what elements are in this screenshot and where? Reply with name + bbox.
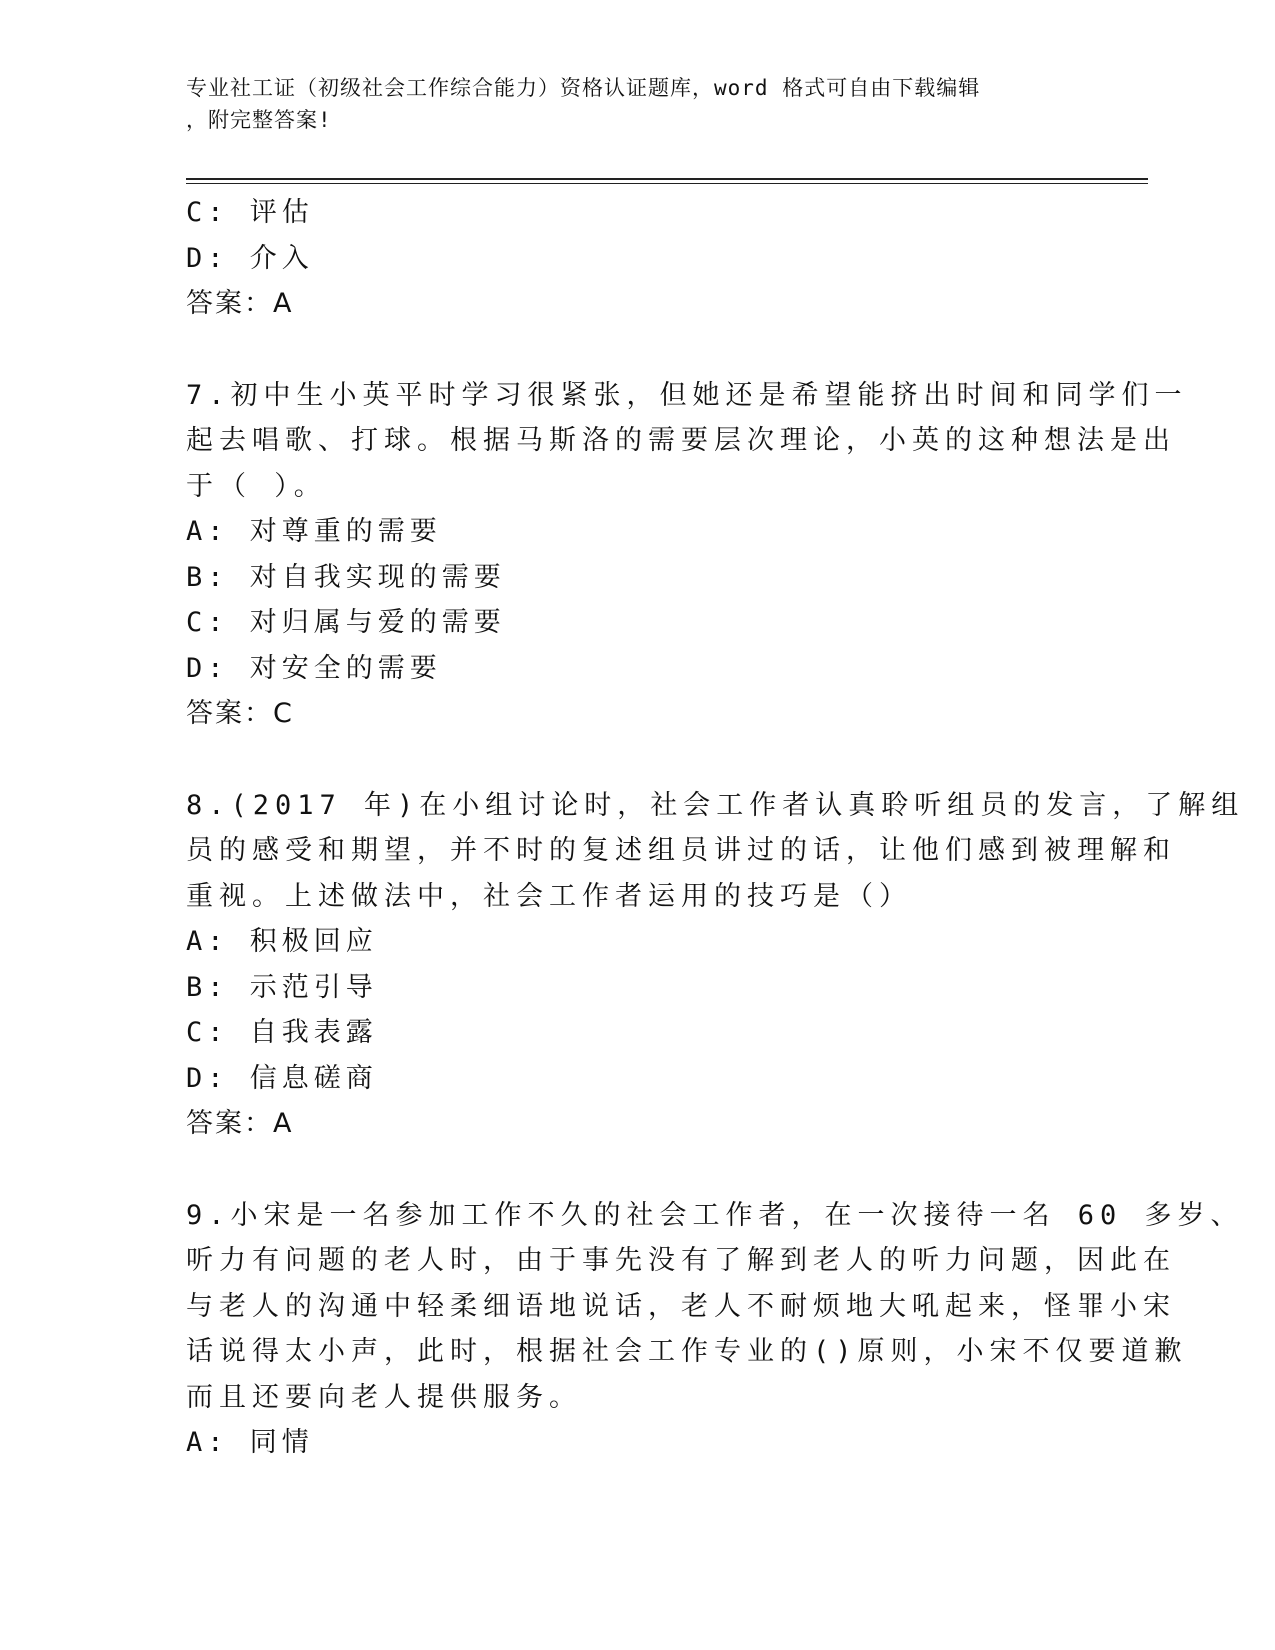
answer-label: 答案：A <box>186 288 294 319</box>
option-b: B: 示范引导 <box>186 971 378 1003</box>
header-divider-thick <box>186 178 1148 180</box>
spacer <box>186 737 1066 783</box>
question-text-line: 9.小宋是一名参加工作不久的社会工作者，在一次接待一名 60 多岁、 <box>186 1199 1244 1231</box>
option-a: A: 对尊重的需要 <box>186 516 442 547</box>
document-header <box>186 72 1066 136</box>
option-c: C: 对归属与爱的需要 <box>186 607 506 638</box>
question-text-line: 听力有问题的老人时，由于事先没有了解到老人的听力问题，因此在 <box>186 1245 1176 1276</box>
question-text-line: 而且还要向老人提供服务。 <box>186 1381 582 1413</box>
question-text-line: 于（ ）。 <box>186 470 327 502</box>
question-8 <box>186 783 1245 920</box>
question-text-line: 起去唱歌、打球。根据马斯洛的需要层次理论，小英的这种想法是出 <box>186 425 1176 456</box>
option-c: C: 自我表露 <box>186 1017 378 1048</box>
question-text-line: 7.初中生小英平时学习很紧张，但她还是希望能挤出时间和同学们一 <box>186 379 1188 411</box>
option-a: A: 同情 <box>186 1427 314 1458</box>
answer-label: 答案：C <box>186 698 294 729</box>
question-6-continuation <box>186 190 1066 327</box>
option-c: C: 评估 <box>186 197 314 228</box>
question-text-line: 与老人的沟通中轻柔细语地说话，老人不耐烦地大吼起来，怪罪小宋 <box>186 1290 1176 1322</box>
header-line-2: ，附完整答案! <box>186 108 332 132</box>
question-text-line: 话说得太小声，此时，根据社会工作专业的()原则，小宋不仅要道歉 <box>186 1336 1188 1367</box>
spacer <box>186 327 1066 373</box>
header-divider-thin <box>186 183 1148 184</box>
question-text-line: 员的感受和期望，并不时的复述组员讲过的话，让他们感到被理解和 <box>186 835 1176 866</box>
option-d: D: 对安全的需要 <box>186 652 442 684</box>
question-7 <box>186 373 1188 510</box>
question-9 <box>186 1193 1244 1421</box>
answer-label: 答案：A <box>186 1108 294 1139</box>
option-d: D: 信息磋商 <box>186 1062 378 1094</box>
document-body <box>186 190 1245 1466</box>
option-d: D: 介入 <box>186 242 314 274</box>
question-text-line: 8.(2017 年)在小组讨论时，社会工作者认真聆听组员的发言，了解组 <box>186 789 1245 821</box>
option-b: B: 对自我实现的需要 <box>186 561 506 593</box>
question-text-line: 重视。上述做法中，社会工作者运用的技巧是（） <box>186 880 912 912</box>
header-line-1: 专业社工证（初级社会工作综合能力）资格认证题库，word 格式可自由下载编辑 <box>186 76 981 100</box>
spacer <box>186 1147 1066 1193</box>
option-a: A: 积极回应 <box>186 926 378 957</box>
